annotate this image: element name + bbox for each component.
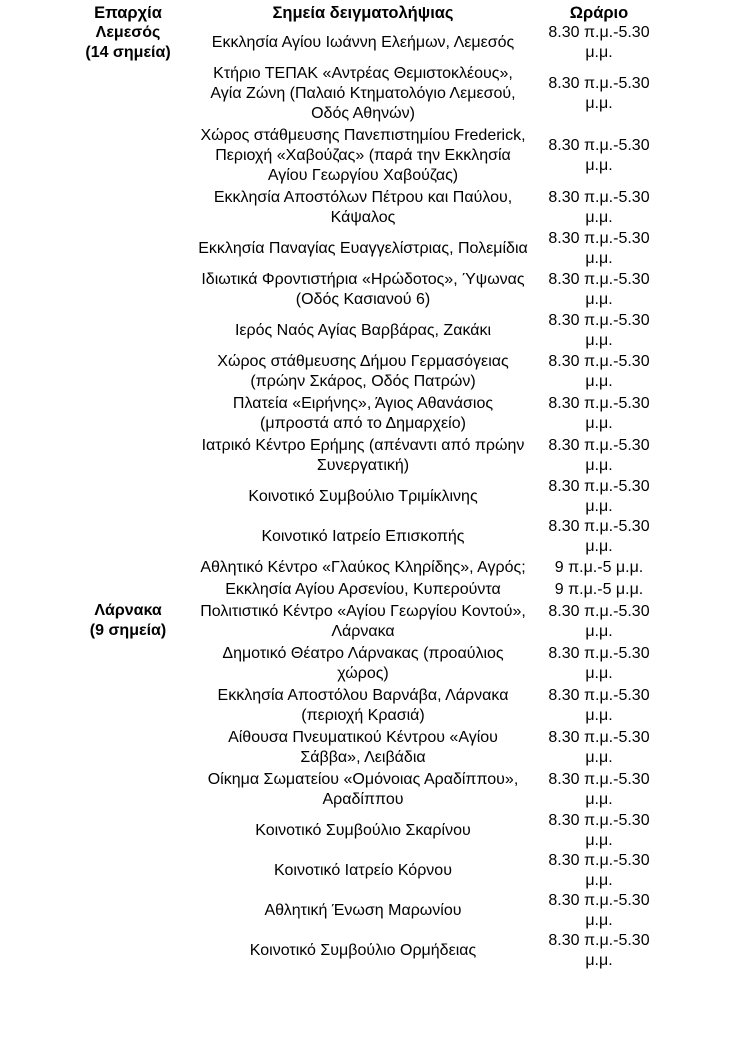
- sampling-site: Εκκλησία Αποστόλων Πέτρου και Παύλου, Κάψαλος: [213, 189, 513, 226]
- sampling-site: Ιατρικό Κέντρο Ερήμης (απέναντι από πρώην Συνεργατική): [201, 437, 525, 474]
- opening-hours: 8.30 π.μ.-5.30 μ.μ.: [548, 395, 650, 432]
- opening-hours: 8.30 π.μ.-5.30 μ.μ.: [548, 932, 650, 969]
- district-point-count: (14 σημεία): [85, 44, 171, 61]
- sampling-points-table: [0, 3, 750, 971]
- opening-hours: 8.30 π.μ.-5.30 μ.μ.: [548, 729, 650, 766]
- opening-hours: 8.30 π.μ.-5.30 μ.μ.: [548, 852, 650, 889]
- sampling-site: Χώρος στάθμευσης Πανεπιστημίου Frederick, Περιοχή «Χαβούζας» (παρά την Εκκλησία Αγίου Γεωργίου Χαβούζας): [200, 127, 526, 184]
- sampling-site: Δημοτικό Θέατρο Λάρνακας (προαύλιος χώρος): [222, 645, 504, 682]
- opening-hours: 9 π.μ.-5 μ.μ.: [554, 581, 644, 598]
- opening-hours: 8.30 π.μ.-5.30 μ.μ.: [548, 603, 650, 640]
- sampling-site: Οίκημα Σωματείου «Ομόνοιας Αραδίππου», Αραδίππου: [207, 771, 519, 808]
- sampling-site: Χώρος στάθμευσης Δήμου Γερμασόγειας (πρώην Σκάρος, Οδός Πατρών): [217, 353, 509, 390]
- sampling-site: Κοινοτικό Ιατρείο Κόρνου: [274, 862, 452, 879]
- opening-hours: 8.30 π.μ.-5.30 μ.μ.: [548, 437, 650, 474]
- opening-hours: 8.30 π.μ.-5.30 μ.μ.: [548, 137, 650, 174]
- sampling-site: Εκκλησία Παναγίας Ευαγγελίστριας, Πολεμίδια: [198, 240, 528, 257]
- sampling-site: Κοινοτικό Συμβούλιο Σκαρίνου: [255, 822, 471, 839]
- sampling-site: Πολιτιστικό Κέντρο «Αγίου Γεωργίου Κοντού», Λάρνακα: [200, 603, 526, 640]
- hours-column-header: Ωράριο: [569, 4, 629, 22]
- sampling-site: Εκκλησία Αποστόλου Βαρνάβα, Λάρνακα (περιοχή Κρασιά): [217, 687, 509, 724]
- sampling-site: Πλατεία «Ειρήνης», Άγιος Αθανάσιος (μπροστά από το Δημαρχείο): [232, 395, 494, 432]
- table-row: [0, 23, 750, 63]
- sampling-site: Ιερός Ναός Αγίας Βαρβάρας, Ζακάκι: [234, 322, 492, 339]
- opening-hours: 9 π.μ.-5 μ.μ.: [554, 559, 644, 576]
- sampling-site: Κοινοτικό Ιατρείο Επισκοπής: [261, 528, 465, 545]
- opening-hours: 8.30 π.μ.-5.30 μ.μ.: [548, 771, 650, 808]
- table-body: [0, 23, 750, 971]
- opening-hours: 8.30 π.μ.-5.30 μ.μ.: [548, 312, 650, 349]
- opening-hours: 8.30 π.μ.-5.30 μ.μ.: [548, 518, 650, 555]
- opening-hours: 8.30 π.μ.-5.30 μ.μ.: [548, 230, 650, 267]
- table-row: [0, 601, 750, 643]
- district-column-header: Επαρχία: [94, 4, 162, 22]
- table-header-row: [0, 3, 750, 23]
- district-cell: [0, 601, 192, 971]
- sampling-site: Αίθουσα Πνευματικού Κέντρου «Αγίου Σάββα», Λειβάδια: [228, 729, 498, 766]
- district-name: Λάρνακα: [94, 602, 162, 619]
- sampling-site: Εκκλησία Αγίου Αρσενίου, Κυπερούντα: [225, 581, 501, 598]
- opening-hours: 8.30 π.μ.-5.30 μ.μ.: [548, 24, 650, 61]
- district-name: Λεμεσός: [95, 24, 161, 41]
- opening-hours: 8.30 π.μ.-5.30 μ.μ.: [548, 812, 650, 849]
- sampling-site: Αθλητικό Κέντρο «Γλαύκος Κληρίδης», Αγρός;: [200, 559, 526, 576]
- opening-hours: 8.30 π.μ.-5.30 μ.μ.: [548, 645, 650, 682]
- opening-hours: 8.30 π.μ.-5.30 μ.μ.: [548, 271, 650, 308]
- opening-hours: 8.30 π.μ.-5.30 μ.μ.: [548, 75, 650, 112]
- sampling-site: Κοινοτικό Συμβούλιο Τριμίκλινης: [248, 488, 478, 505]
- district-cell: [0, 23, 192, 601]
- opening-hours: 8.30 π.μ.-5.30 μ.μ.: [548, 687, 650, 724]
- sampling-site: Ιδιωτικά Φροντιστήρια «Ηρώδοτος», Ύψωνας (Οδός Κασιανού 6): [201, 271, 525, 308]
- site-column-header: Σημεία δειγματολήψιας: [272, 4, 454, 22]
- sampling-site: Εκκλησία Αγίου Ιωάννη Ελεήμων, Λεμεσός: [211, 34, 515, 51]
- opening-hours: 8.30 π.μ.-5.30 μ.μ.: [548, 892, 650, 929]
- sampling-site: Αθλητική Ένωση Μαρωνίου: [264, 902, 462, 919]
- sampling-site: Κτήριο ΤΕΠΑΚ «Αντρέας Θεμιστοκλέους», Αγία Ζώνη (Παλαιό Κτηματολόγιο Λεμεσού, Οδός Αθηνών): [210, 65, 516, 122]
- sampling-site: Κοινοτικό Συμβούλιο Ορμήδειας: [249, 942, 477, 959]
- district-point-count: (9 σημεία): [89, 622, 167, 639]
- opening-hours: 8.30 π.μ.-5.30 μ.μ.: [548, 353, 650, 390]
- opening-hours: 8.30 π.μ.-5.30 μ.μ.: [548, 189, 650, 226]
- opening-hours: 8.30 π.μ.-5.30 μ.μ.: [548, 478, 650, 515]
